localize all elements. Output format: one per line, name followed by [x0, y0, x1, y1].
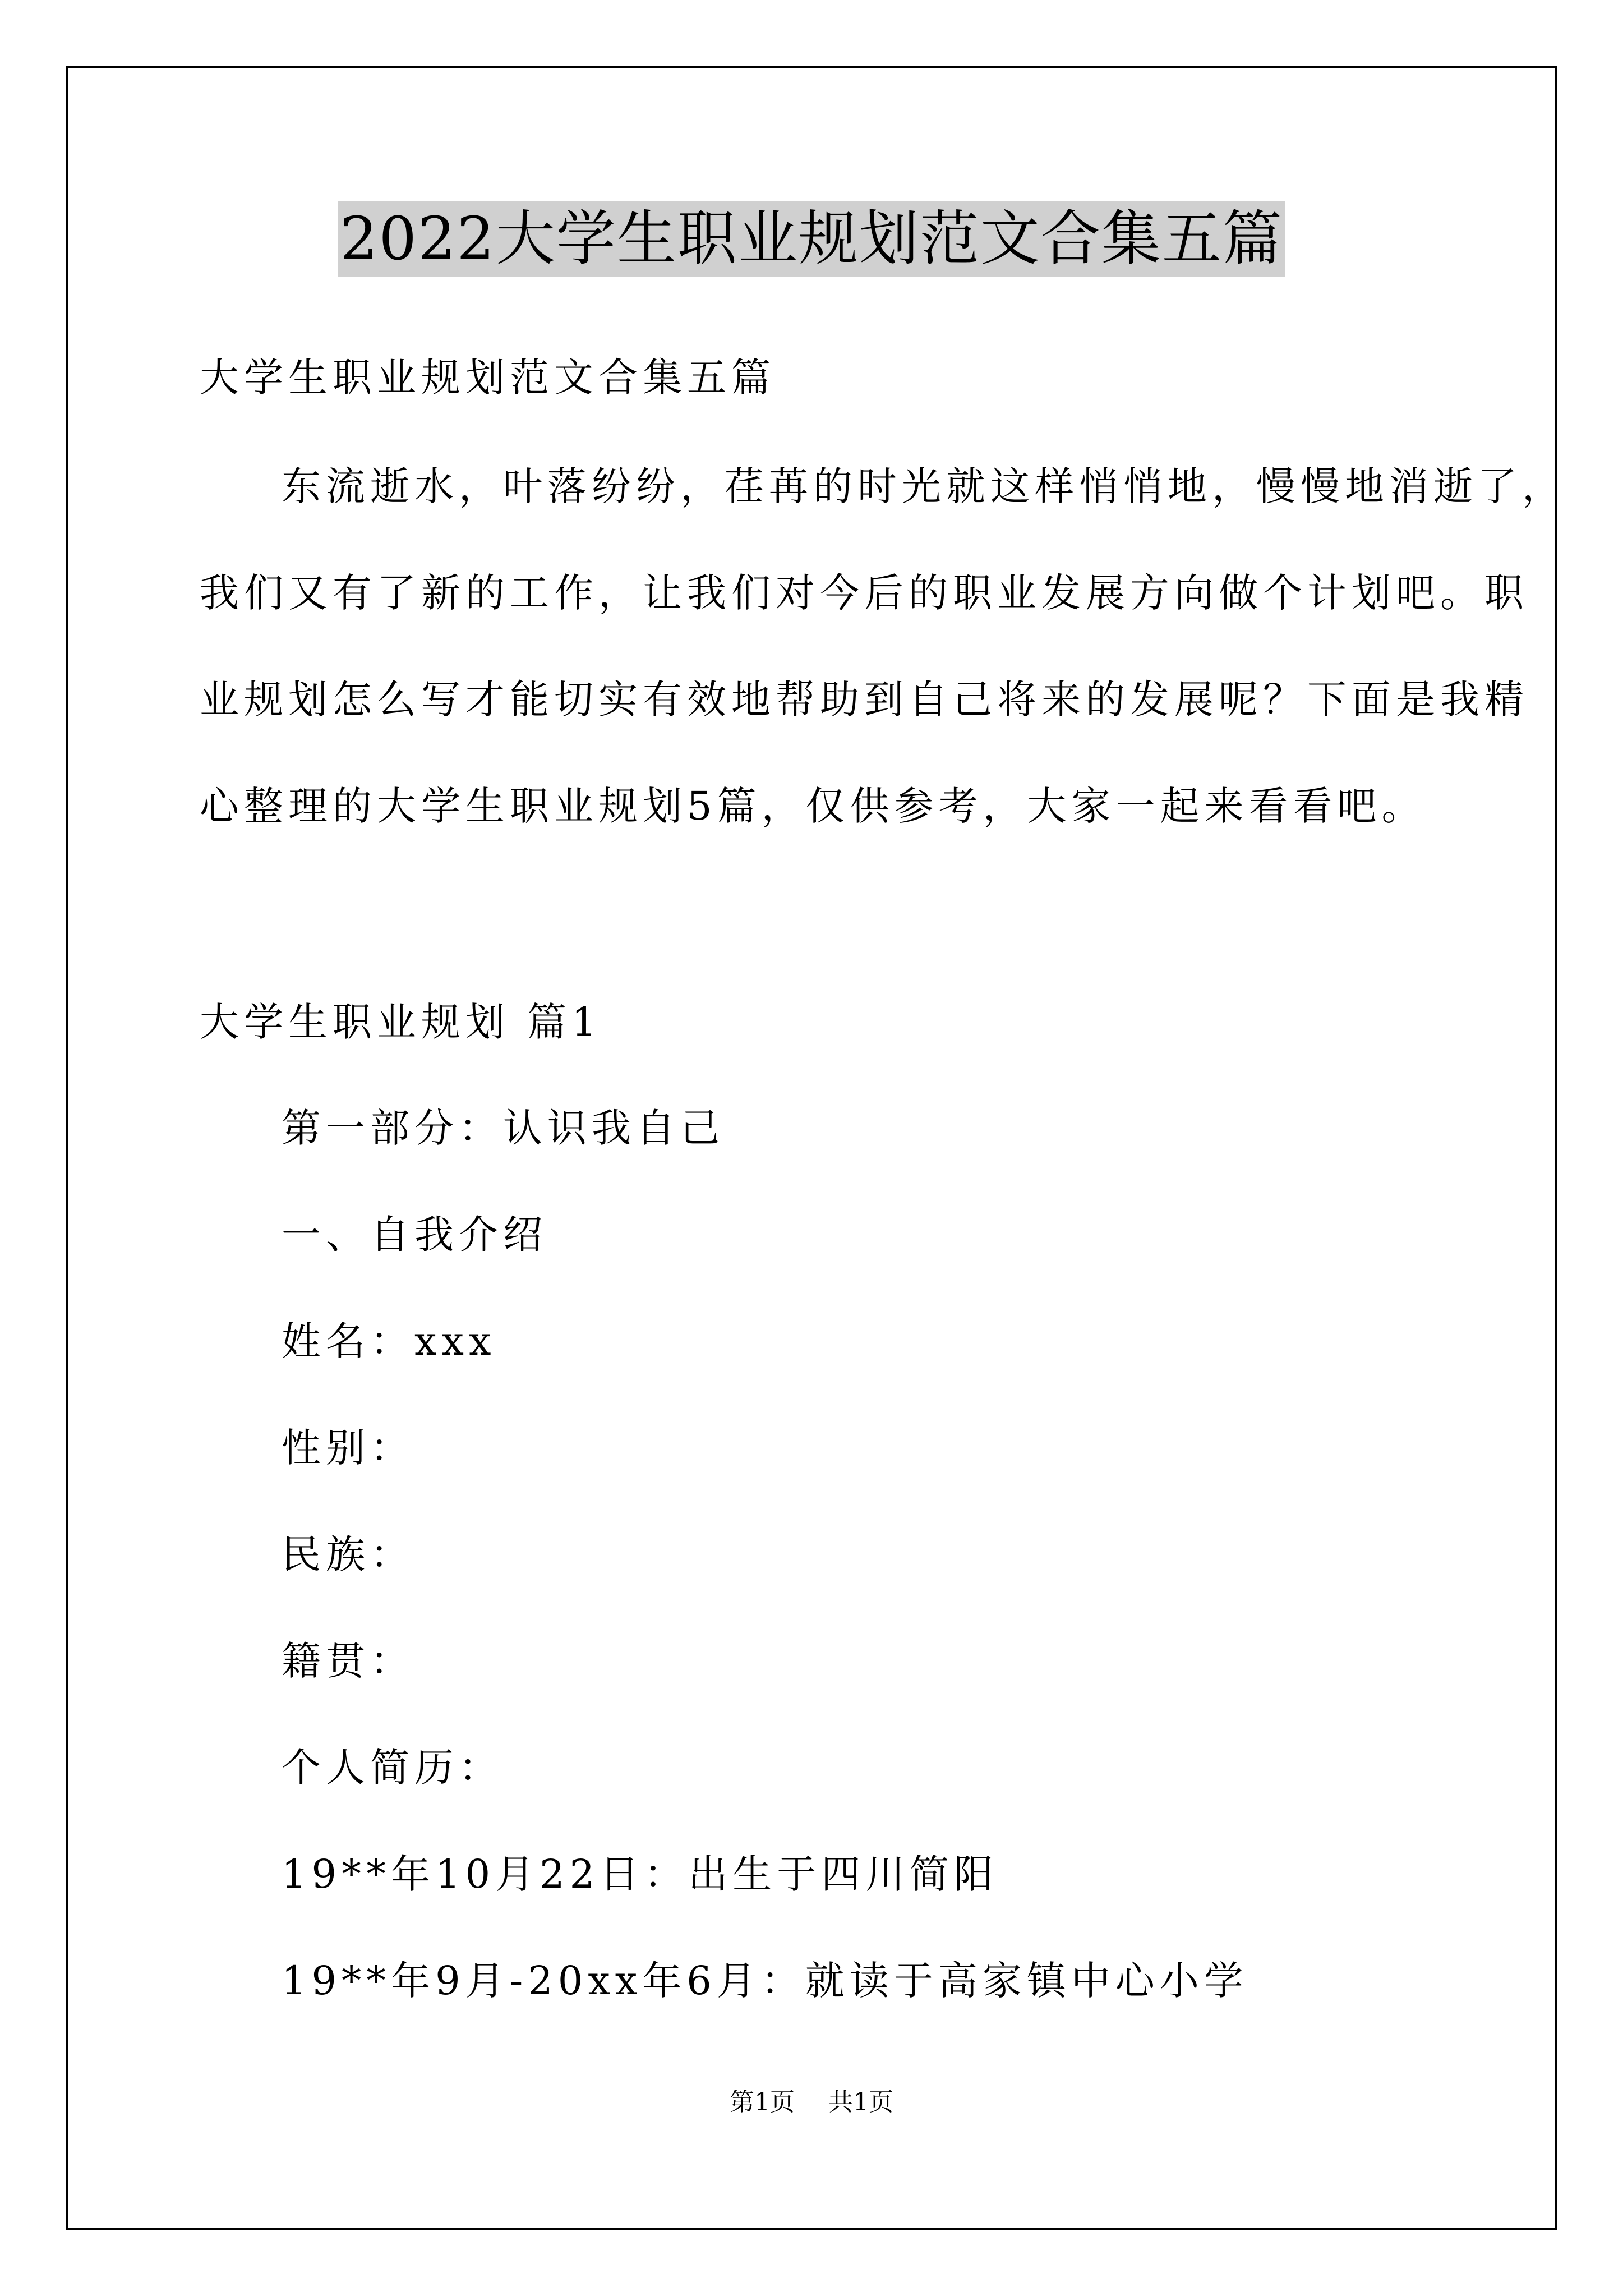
sub-heading: 一、自我介绍: [282, 1212, 547, 1258]
page-number-current: 第1页: [730, 2088, 795, 2116]
field-native-place: 籍贯：: [282, 1638, 414, 1684]
field-resume: 个人简历：: [282, 1745, 503, 1791]
page-number-total: 共1页: [828, 2088, 893, 2116]
intro-line-3: 业规划怎么写才能切实有效地帮助到自己将来的发展呢？下面是我精: [200, 677, 1529, 723]
part-heading: 第一部分：认识我自己: [282, 1105, 725, 1151]
field-name: 姓名：xxx: [282, 1318, 496, 1364]
document-title: 2022大学生职业规划范文合集五篇: [338, 201, 1285, 277]
document-subtitle: 大学生职业规划范文合集五篇: [200, 355, 776, 401]
intro-line-4: 心整理的大学生职业规划5篇，仅供参考，大家一起来看看吧。: [200, 783, 1426, 829]
intro-line-1: 东流逝水，叶落纷纷，荏苒的时光就这样悄悄地，慢慢地消逝了，: [282, 463, 1566, 509]
history-item-2: 19**年9月-20xx年6月：就读于高家镇中心小学: [282, 1958, 1248, 2004]
title-container: [0, 201, 1623, 277]
intro-line-2: 我们又有了新的工作，让我们对今后的职业发展方向做个计划吧。职: [200, 570, 1529, 616]
field-ethnicity: 民族：: [282, 1531, 414, 1577]
field-gender: 性别：: [282, 1425, 414, 1471]
page-footer: [0, 2086, 1623, 2119]
history-item-1: 19**年10月22日：出生于四川简阳: [282, 1851, 999, 1897]
section-heading: 大学生职业规划 篇1: [200, 999, 602, 1045]
